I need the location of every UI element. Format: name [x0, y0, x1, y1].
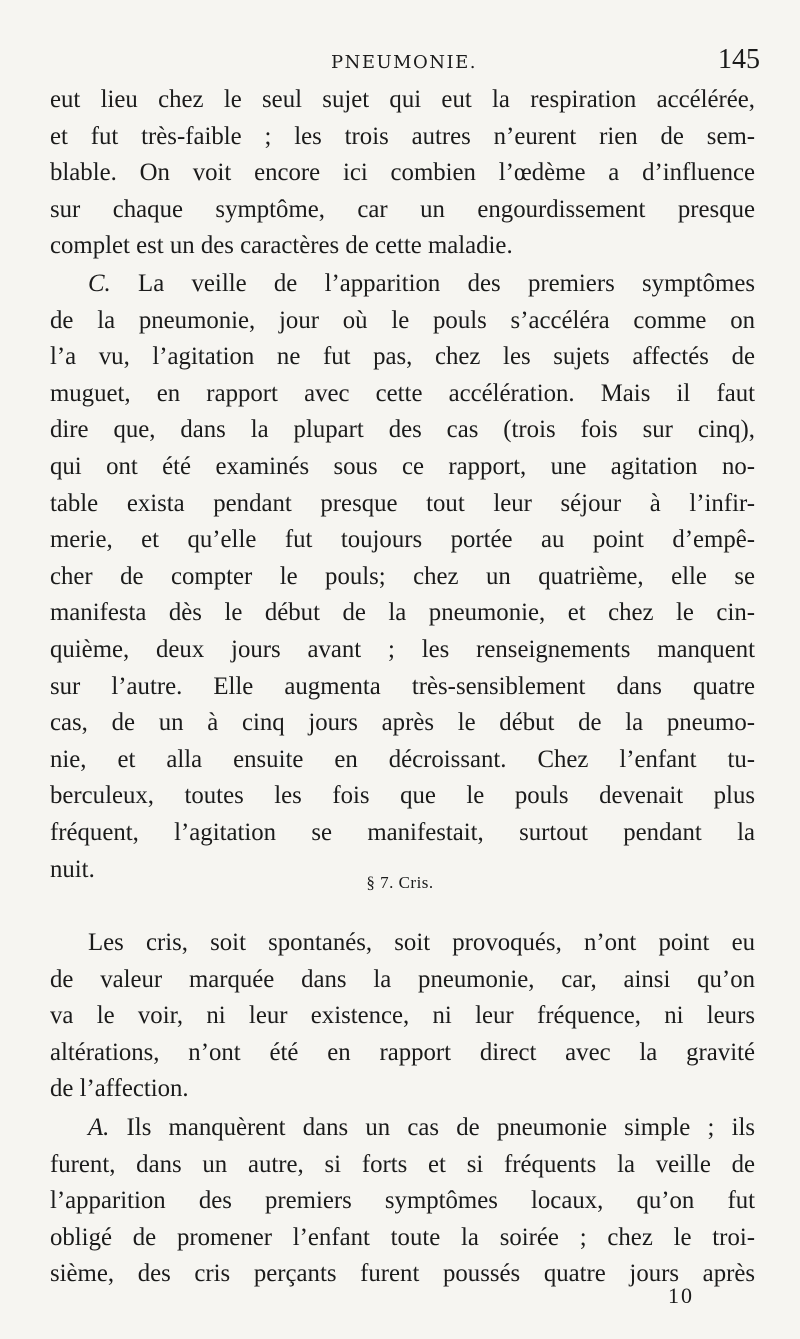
text-line: blable. On voit encore ici combien l’œdème a d’influence — [50, 159, 755, 187]
text-line: berculeux, toutes les fois que le pouls devenait plus — [50, 782, 755, 810]
text-line: merie, et qu’elle fut toujours portée au point d’empê- — [50, 526, 755, 554]
text-line: Les cris, soit spontanés, soit provoqués, n’ont point eu — [88, 929, 755, 956]
text-line: manifesta dès le début de la pneumonie, et chez le cin- — [50, 599, 755, 627]
text-line: cher de compter le pouls; chez un quatrième, elle se — [50, 562, 755, 590]
text-line: de la pneumonie, jour où le pouls s’accéléra comme on — [50, 306, 755, 334]
text-line: cas, de un à cinq jours après le début de la pneumo- — [50, 709, 755, 737]
text-line: dire que, dans la plupart des cas (trois fois sur cinq), — [50, 416, 755, 444]
paragraph-marker: A. — [88, 1114, 110, 1141]
text-line: quième, deux jours avant ; les renseignements manquent — [50, 635, 755, 663]
text-line-content: La veille de l’apparition des premiers symptômes — [110, 270, 755, 297]
text-line: sième, des cris perçants furent poussés quatre jours après — [50, 1260, 755, 1288]
text-line: eut lieu chez le seul sujet qui eut la respiration accélérée, — [50, 86, 755, 113]
text-line: qui ont été examinés sous ce rapport, une agitation no- — [50, 452, 755, 480]
page-header — [48, 44, 760, 84]
text-line: de valeur marquée dans la pneumonie, car, ainsi qu’on — [50, 965, 755, 993]
text-line — [50, 266, 755, 303]
paragraph-continuation — [50, 82, 755, 265]
text-line: complet est un des caractères de cette maladie. — [50, 232, 513, 260]
page-number: 145 — [718, 44, 760, 75]
signature-mark: 10 — [668, 1283, 694, 1308]
text-line: sur chaque symptôme, car un engourdissement presque — [50, 195, 755, 223]
text-line: table exista pendant presque tout leur séjour à l’infir- — [50, 489, 755, 517]
text-line: altérations, n’ont été en rapport direct avec la gravité — [50, 1038, 755, 1066]
text-line-content: Ils manquèrent dans un cas de pneumonie simple ; ils — [109, 1114, 755, 1141]
text-line: l’a vu, l’agitation ne fut pas, chez les sujets affectés de — [50, 343, 755, 371]
text-line: furent, dans un autre, si forts et si fréquents la veille de — [50, 1150, 755, 1178]
text-line: fréquent, l’agitation se manifestait, surtout pendant la — [50, 818, 755, 846]
text-line: obligé de promener l’enfant toute la soirée ; chez le troi- — [50, 1223, 755, 1251]
text-line: muguet, en rapport avec cette accélération. Mais il faut — [50, 379, 755, 407]
text-line: et fut très-faible ; les trois autres n’eurent rien de sem- — [50, 122, 755, 150]
running-title: PNEUMONIE. — [330, 52, 478, 73]
text-line: sur l’autre. Elle augmenta très-sensiblement dans quatre — [50, 672, 755, 700]
paragraph-a — [50, 1110, 755, 1293]
text-line: nuit. — [50, 855, 95, 883]
text-line: nie, et alla ensuite en décroissant. Chez l’enfant tu- — [50, 745, 755, 773]
text-line — [50, 1110, 755, 1147]
text-line: va le voir, ni leur existence, ni leur fréquence, ni leurs — [50, 1002, 755, 1030]
paragraph-cris — [50, 925, 755, 1108]
section-heading: § 7. Cris. — [366, 873, 434, 892]
paragraph-c — [50, 266, 755, 888]
text-line: de l’affection. — [50, 1075, 189, 1103]
text-line: l’apparition des premiers symptômes locaux, qu’on fut — [50, 1187, 755, 1215]
paragraph-marker: C. — [88, 270, 111, 297]
